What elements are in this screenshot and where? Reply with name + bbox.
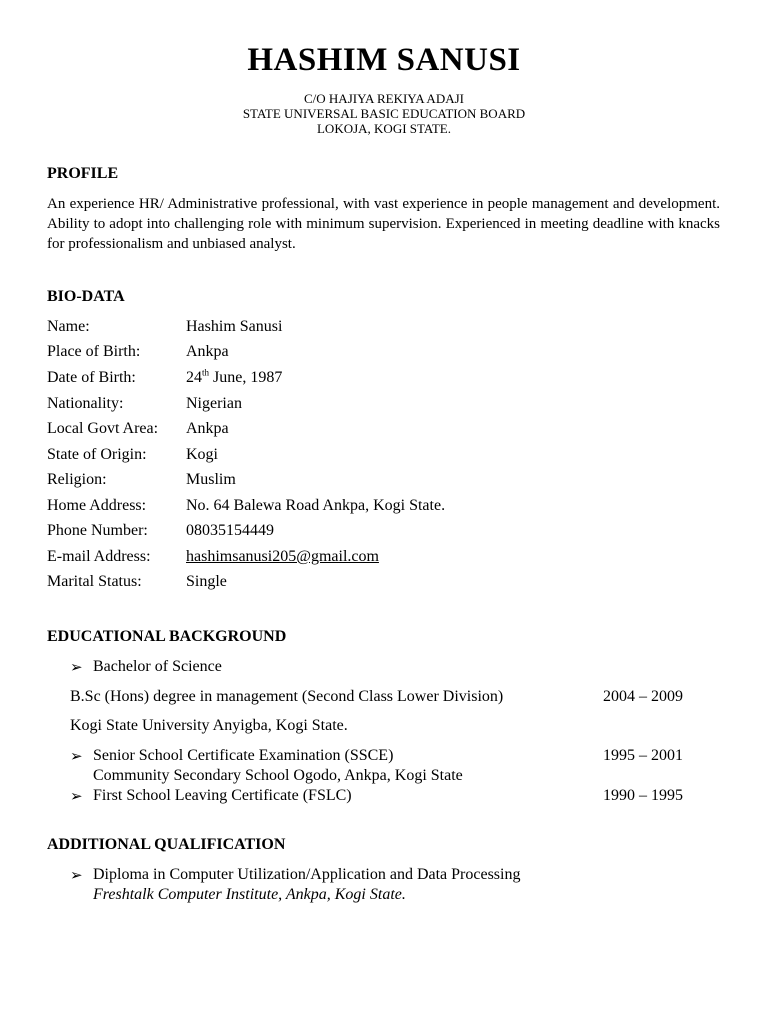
bio-label: Marital Status: <box>47 573 142 590</box>
biodata-heading: BIO-DATA <box>47 288 125 305</box>
additional-heading: ADDITIONAL QUALIFICATION <box>47 836 286 853</box>
bsc-school: Kogi State University Anyigba, Kogi State. <box>70 717 348 734</box>
fslc-years: 1990 – 1995 <box>603 787 683 804</box>
bio-value: Kogi <box>186 446 218 463</box>
bio-value: Ankpa <box>186 343 229 360</box>
bio-label: Religion: <box>47 471 107 488</box>
bio-value: Single <box>186 573 227 590</box>
bio-label: Name: <box>47 318 90 335</box>
bio-value: Muslim <box>186 471 236 488</box>
bio-label: Place of Birth: <box>47 343 141 360</box>
bio-label: Local Govt Area: <box>47 420 159 437</box>
bullet-arrow-icon: ➢ <box>70 868 83 884</box>
bio-label: Home Address: <box>47 497 147 514</box>
address-line-3: LOKOJA, KOGI STATE. <box>316 121 451 136</box>
bullet-arrow-icon: ➢ <box>70 749 83 765</box>
bullet-arrow-icon: ➢ <box>70 660 83 676</box>
bio-label: Phone Number: <box>47 522 148 539</box>
education-heading: EDUCATIONAL BACKGROUND <box>47 628 287 645</box>
dob-rest: June, 1987 <box>209 369 283 386</box>
diploma-title: Diploma in Computer Utilization/Application and Data Processing <box>93 866 521 883</box>
bsc-degree: B.Sc (Hons) degree in management (Second Class Lower Division) <box>70 688 504 705</box>
ssce-title: Senior School Certificate Examination (SSCE) <box>93 747 394 764</box>
address-line-1: C/O HAJIYA REKIYA ADAJI <box>304 91 464 106</box>
bullet-arrow-icon: ➢ <box>70 789 83 805</box>
dob-day: 24 <box>186 369 202 386</box>
bio-label: E-mail Address: <box>47 548 151 565</box>
bsc-title: Bachelor of Science <box>93 658 222 675</box>
bsc-years: 2004 – 2009 <box>603 688 683 705</box>
bio-label: Nationality: <box>47 395 124 412</box>
ssce-school: Community Secondary School Ogodo, Ankpa, Kogi State <box>93 767 463 784</box>
bio-label: Date of Birth: <box>47 369 136 386</box>
address-line-2: STATE UNIVERSAL BASIC EDUCATION BOARD <box>242 106 526 121</box>
diploma-institute: Freshtalk Computer Institute, Ankpa, Kogi State. <box>93 886 406 903</box>
candidate-name: HASHIM SANUSI <box>247 42 521 78</box>
profile-heading: PROFILE <box>47 165 119 182</box>
bio-value: No. 64 Balewa Road Ankpa, Kogi State. <box>186 497 446 514</box>
bio-value: Ankpa <box>186 420 229 437</box>
bio-value <box>186 369 282 387</box>
bio-value: 08035154449 <box>186 522 274 539</box>
ssce-years: 1995 – 2001 <box>603 747 683 764</box>
bio-value: Nigerian <box>186 395 242 412</box>
profile-text: An experience HR/ Administrative professional, with vast experience in people management and development. Ability to adopt into challenging role with minimum supervision. Experienced in meeting deadline with knacks for professionalism and unbiased analyst. <box>47 196 720 252</box>
bio-value: Hashim Sanusi <box>186 318 283 335</box>
email-link[interactable]: hashimsanusi205@gmail.com <box>186 548 379 565</box>
fslc-title: First School Leaving Certificate (FSLC) <box>93 787 352 804</box>
bio-label: State of Origin: <box>47 446 147 463</box>
dob-ordinal: th <box>202 367 210 378</box>
